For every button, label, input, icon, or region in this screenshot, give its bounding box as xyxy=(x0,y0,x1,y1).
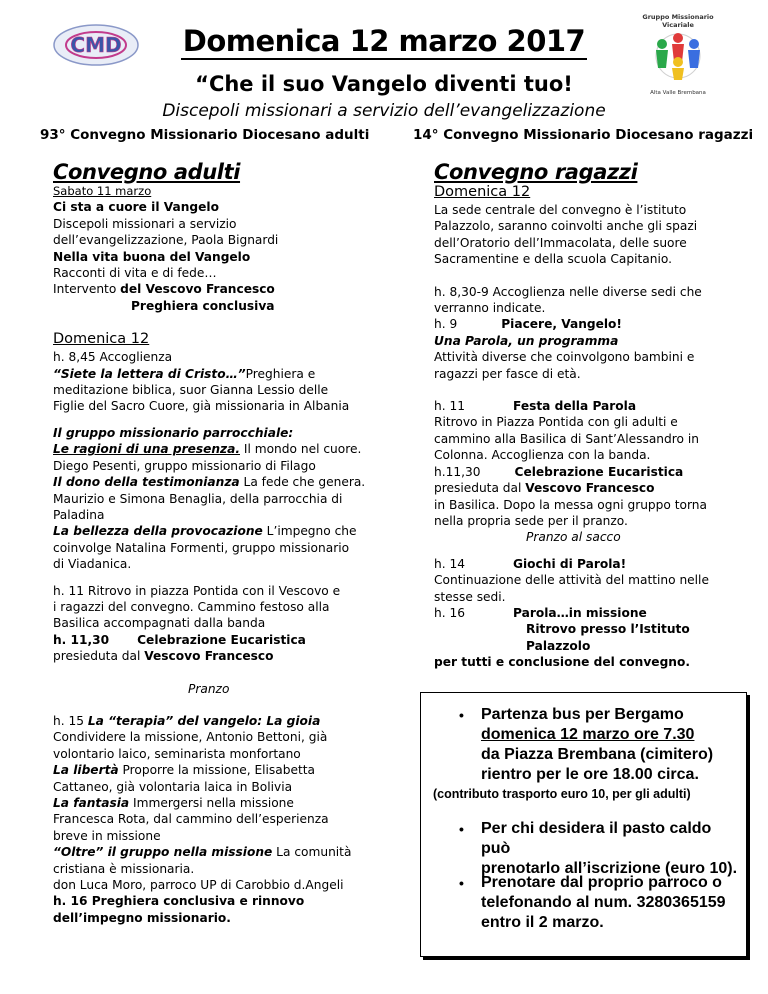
program-line: di Viadanica. xyxy=(53,557,132,572)
info-line: prenotarlo all’iscrizione (euro 10). xyxy=(481,860,738,877)
program-line: cammino alla Basilica di Sant’Alessandro in xyxy=(434,431,699,446)
program-line: Continuazione delle attività del mattino nelle xyxy=(434,573,709,588)
program-line: Cattaneo, già volontaria laica in Bolivia xyxy=(53,779,293,794)
bus-info xyxy=(459,705,741,785)
program-line: La bellezza della provocazione L’impegno che xyxy=(53,524,357,539)
kids-heading: 14° Convegno Missionario Diocesano ragazzi xyxy=(413,127,754,143)
program-line: dell’Oratorio dell’Immacolata, delle suore xyxy=(434,235,687,250)
program-line: h. 8,30-9 Accoglienza nelle diverse sedi che xyxy=(434,284,702,299)
info-line: entro il 2 marzo. xyxy=(481,914,604,931)
program-line: presieduta dal Vescovo Francesco xyxy=(434,481,655,496)
program-line: Ritrovo presso l’Istituto Palazzolo xyxy=(526,622,690,653)
program-line: breve in missione xyxy=(53,828,161,843)
program-line: La fantasia Immergersi nella missione xyxy=(53,796,294,810)
program-line: stesse sedi. xyxy=(434,589,506,604)
adults-title: Convegno adulti xyxy=(53,160,241,184)
program-line: dell’evangelizzazione, Paola Bignardi xyxy=(53,233,279,248)
bullet-icon: • xyxy=(459,707,464,723)
program-line: i ragazzi del convegno. Cammino festoso alla xyxy=(53,599,330,614)
program-line: Intervento del Vescovo Francesco xyxy=(53,282,275,297)
program-line: Il gruppo missionario parrocchiale: xyxy=(53,425,294,440)
program-line: verranno indicate. xyxy=(434,301,546,316)
program-line: per tutti e conclusione del convegno. xyxy=(434,655,690,670)
saturday-label: Sabato 11 marzo xyxy=(53,184,152,198)
program-line: Diego Pesenti, gruppo missionario di Filago xyxy=(53,458,316,473)
program-line: Le ragioni di una presenza. Il mondo nel cuore. xyxy=(53,442,362,457)
program-line: Il dono della testimonianza La fede che genera. xyxy=(53,475,366,490)
kids-program xyxy=(434,183,754,671)
program-line: Discepoli missionari a servizio xyxy=(53,216,237,231)
svg-text:CMD: CMD xyxy=(70,33,122,57)
kids-sunday-label: Domenica 12 xyxy=(434,184,531,200)
subslogan: Discepoli missionari a servizio dell’evangelizzazione xyxy=(162,101,606,121)
program-line: “Siete la lettera di Cristo…”Preghiera e xyxy=(53,366,316,381)
info-line: da Piazza Brembana (cimitero) xyxy=(481,746,714,763)
program-line: La sede centrale del convegno è l’istituto xyxy=(434,203,687,217)
program-line: h. 14 Giochi di Parola! xyxy=(434,556,627,571)
booking-info xyxy=(459,873,743,933)
info-line: domenica 12 marzo ore 7.30 xyxy=(481,726,695,743)
info-line: Prenotare dal proprio parroco o xyxy=(481,874,722,891)
program-line: Ci sta a cuore il Vangelo xyxy=(53,200,219,215)
bullet-icon: • xyxy=(459,875,464,891)
program-line: La libertà Proporre la missione, Elisabetta xyxy=(53,763,316,778)
program-line: Palazzolo, saranno coinvolti anche gli spazi xyxy=(434,219,698,234)
program-line: h. 15 La “terapia” del vangelo: La gioia xyxy=(53,713,321,728)
program-line: h. 11,30 Celebrazione Eucaristica xyxy=(53,632,306,647)
info-line: telefonando al num. 3280365159 xyxy=(481,894,726,911)
adults-heading: 93° Convegno Missionario Diocesano adulti xyxy=(40,127,370,143)
program-line: Condividere la missione, Antonio Bettoni, già xyxy=(53,730,328,745)
info-box xyxy=(420,692,747,957)
program-line: Attività diverse che coinvolgono bambini e xyxy=(434,350,695,365)
program-line: h. 16 Preghiera conclusiva e rinnovo xyxy=(53,894,305,909)
program-line: h. 11 Ritrovo in piazza Pontida con il Vescovo e xyxy=(53,583,341,598)
slogan: “Che il suo Vangelo diventi tuo! xyxy=(195,72,573,96)
program-line: Paladina xyxy=(53,507,105,522)
program-line: h. 8,45 Accoglienza xyxy=(53,350,173,365)
info-line: Per chi desidera il pasto caldo può xyxy=(481,820,712,857)
page-title: Domenica 12 marzo 2017 xyxy=(182,24,586,58)
program-line: Maurizio e Simona Benaglia, della parrocchia di xyxy=(53,491,343,506)
program-line: in Basilica. Dopo la messa ogni gruppo torna xyxy=(434,497,707,512)
program-line: dell’impegno missionario. xyxy=(53,910,231,925)
program-line: don Luca Moro, parroco UP di Carobbio d.Angeli xyxy=(53,878,344,893)
program-line: Sacramentine e della scuola Capitanio. xyxy=(434,252,672,267)
adults-program xyxy=(53,183,373,926)
kids-title: Convegno ragazzi xyxy=(434,160,638,184)
program-line: h. 16 Parola…in missione xyxy=(434,605,647,620)
program-line: meditazione biblica, suor Gianna Lessio delle xyxy=(53,383,329,398)
sunday-label: Domenica 12 xyxy=(53,331,150,348)
program-line: Racconti di vita e di fede… xyxy=(53,266,217,281)
program-line: coinvolge Natalina Formenti, gruppo missionario xyxy=(53,540,350,555)
program-line: Francesca Rota, dal cammino dell’esperienza xyxy=(53,812,329,827)
lunch-label: Pranzo xyxy=(188,681,230,696)
info-line: Partenza bus per Bergamo xyxy=(481,706,684,723)
svg-text:Gruppo Missionario: Gruppo Missionario xyxy=(642,13,714,21)
program-line: presieduta dal Vescovo Francesco xyxy=(53,649,274,664)
program-line: h. 11 Festa della Parola xyxy=(434,399,637,414)
program-line: cristiana è missionaria. xyxy=(53,861,195,876)
program-line: Pranzo al sacco xyxy=(526,530,621,545)
svg-text:Alta Valle Brembana: Alta Valle Brembana xyxy=(650,90,706,96)
program-line: Basilica accompagnati dalla banda xyxy=(53,616,266,631)
program-line: ragazzi per fasce di età. xyxy=(434,366,581,381)
program-line: volontario laico, seminarista monfortano xyxy=(53,746,301,761)
info-line: rientro per le ore 18.00 circa. xyxy=(481,766,699,783)
program-line: “Oltre” il gruppo nella missione La comunità xyxy=(53,845,352,860)
program-line: Colonna. Accoglienza con la banda. xyxy=(434,448,651,463)
transport-note: (contributo trasporto euro 10, per gli adulti) xyxy=(433,787,691,801)
program-line: h.11,30 Celebrazione Eucaristica xyxy=(434,464,684,479)
svg-text:Vicariale: Vicariale xyxy=(662,21,694,29)
lunch-info xyxy=(459,819,743,879)
program-line: Ritrovo in Piazza Pontida con gli adulti e xyxy=(434,415,678,430)
program-line: Preghiera conclusiva xyxy=(131,298,275,313)
bullet-icon: • xyxy=(459,821,464,837)
program-line: h. 9 Piacere, Vangelo! xyxy=(434,317,622,332)
program-line: Una Parola, un programma xyxy=(434,333,619,348)
program-line: nella propria sede per il pranzo. xyxy=(434,513,628,528)
program-line: Nella vita buona del Vangelo xyxy=(53,249,251,264)
program-line: Figlie del Sacro Cuore, già missionaria in Albania xyxy=(53,399,350,414)
